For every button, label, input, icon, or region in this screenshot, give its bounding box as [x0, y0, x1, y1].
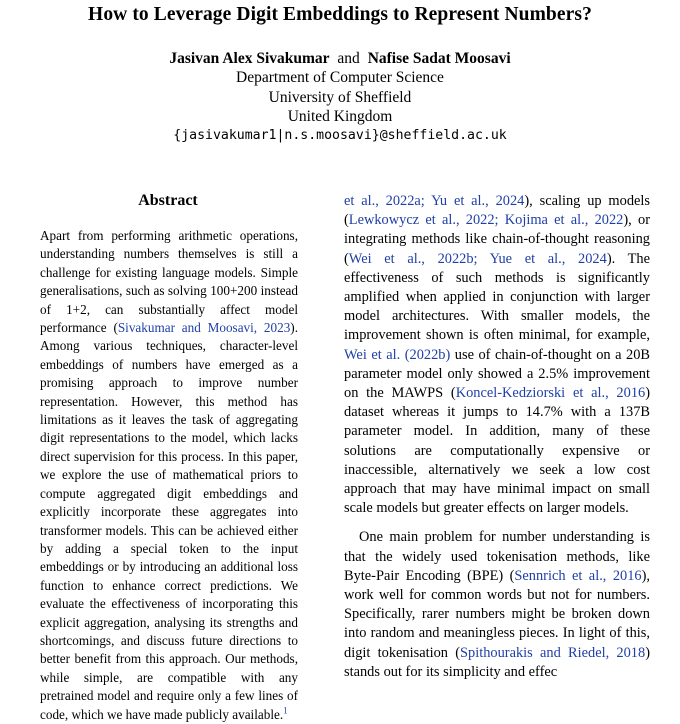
citation-link[interactable]: Sennrich et al., 2016: [514, 567, 642, 584]
citation-link[interactable]: Lewkowycz et al., 2022; Kojima et al., 2022: [348, 212, 624, 229]
author-connector: and: [337, 50, 360, 67]
body-text: ), scaling up models (: [344, 193, 650, 229]
footnote-marker[interactable]: 1: [283, 705, 288, 716]
citation-link[interactable]: Spithourakis and Riedel, 2018: [460, 644, 646, 661]
author-1: Jasivan Alex Sivakumar: [169, 50, 330, 67]
citation-link[interactable]: Koncel-Kedziorski et al., 2016: [455, 385, 646, 402]
citation-link[interactable]: et al., 2022a; Yu et al., 2024: [344, 193, 525, 209]
abstract-text-part1: Apart from performing arithmetic operations, understanding numbers themselves is still a challenge for existing language models. Simple generalisations, such as solving 100+200 instead of 1+2, can substantially affect model performance (: [40, 228, 298, 336]
abstract-heading: Abstract: [138, 192, 198, 209]
citation-link[interactable]: Wei et al., 2022b; Yue et al., 2024: [348, 250, 607, 267]
body-text: ), work well for common words but not for numbers. Specifically, rarer numbers might be broken down into random and meaningless pieces. In light of this, digit tokenisation (: [344, 567, 650, 661]
body-text: One main problem for number understanding is that the widely used tokenisation methods, like Byte-Pair Encoding (BPE) (: [344, 529, 650, 584]
country: United Kingdom: [287, 108, 393, 125]
body-text: ), or integrating methods like chain-of-thought reasoning (: [344, 212, 650, 267]
body-text: use of chain-of-thought on a 20B parameter model only showed a 2.5% improvement on the MAWPS (: [344, 346, 650, 402]
abstract-text-part2: ). Among various techniques, character-level embeddings of numbers have emerged as a promising approach to improve number representation. However, this method has limitations as it leaves the task of aggregating digit representations to the model, which lacks direct supervision for this process. In this paper, we explore the use of mathematical priors to compute aggregated digit embeddings and explicitly incorporate these aggregates into transformer models. This can be achieved either by adding a special token to the input embeddings or by introducing an additional loss function to enhance correct predictions. We evaluate the effectiveness of incorporating this explicit aggregation, analysing its strengths and shortcomings, and discuss future directions to better benefit from this approach. Our methods, while simple, are compatible with any pretrained model and require only a few lines of code, which we have made publicly available.: [40, 320, 298, 722]
department: Department of Computer Science: [236, 69, 444, 86]
author-email[interactable]: {jasivakumar1|n.s.moosavi}@sheffield.ac.uk: [173, 128, 507, 143]
body-text: ) stands out for its simplicity and effec: [344, 644, 650, 680]
citation-link[interactable]: Sivakumar and Moosavi, 2023: [117, 320, 291, 336]
abstract-body: [40, 227, 298, 724]
right-column: [344, 192, 650, 682]
body-text: ) dataset whereas it jumps to 14.7% with a 137B parameter model. In addition, many of these solutions are computationally expensive or inaccessible, alternatively we seek a low cost approach that may have minimal impact on small scale models but greater effects on larger models.: [344, 385, 651, 517]
body-text: ). The effectiveness of such methods is significantly amplified when applied in conjunction with larger model architectures. With smaller models, the improvement shown is often minimal, for example,: [344, 250, 650, 344]
author-line: [0, 50, 680, 68]
author-2: Nafise Sadat Moosavi: [367, 50, 511, 67]
intro-paragraph-1: [344, 192, 650, 518]
citation-link[interactable]: Wei et al. (2022b): [344, 346, 451, 363]
intro-paragraph-2: [344, 528, 650, 682]
university: University of Sheffield: [268, 89, 412, 106]
paper-title: How to Leverage Digit Embeddings to Represent Numbers?: [88, 4, 592, 25]
